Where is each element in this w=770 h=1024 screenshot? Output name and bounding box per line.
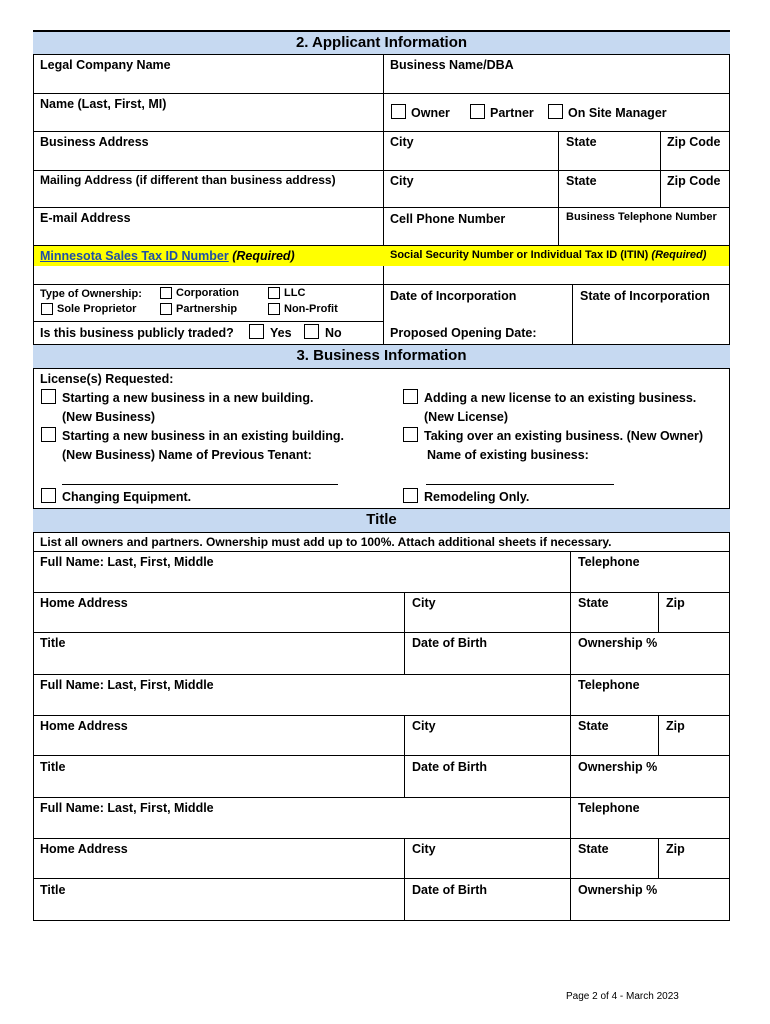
divider xyxy=(33,284,730,285)
divider xyxy=(383,55,384,344)
owner2-dob-label: Date of Birth xyxy=(412,760,487,774)
divider xyxy=(33,131,730,132)
divider xyxy=(33,592,730,593)
business-name-dba-label: Business Name/DBA xyxy=(390,58,514,72)
on-site-manager-checkbox[interactable] xyxy=(548,104,563,119)
required-note: (Required) xyxy=(232,249,295,263)
remodeling-label: Remodeling Only. xyxy=(424,490,530,504)
mailing-city-label: City xyxy=(390,174,414,188)
taking-over-checkbox[interactable] xyxy=(403,427,418,442)
owner2-full-name-label: Full Name: Last, First, Middle xyxy=(40,678,214,692)
new-building-sublabel: (New Business) xyxy=(62,410,156,424)
llc-checkbox[interactable] xyxy=(268,287,280,299)
divider xyxy=(404,838,405,921)
owner3-state-label: State xyxy=(578,842,609,856)
divider xyxy=(33,878,730,879)
section-3-header: 3. Business Information xyxy=(33,344,730,369)
divider xyxy=(572,284,573,344)
required-note: (Required) xyxy=(651,249,707,261)
taking-over-sublabel: Name of existing business: xyxy=(427,448,589,462)
owner2-city-label: City xyxy=(412,719,436,733)
licenses-requested-label: License(s) Requested: xyxy=(40,372,174,386)
section-4-header: Title xyxy=(33,508,730,533)
divider xyxy=(660,131,661,207)
mn-tax-id-row xyxy=(40,249,295,263)
divider xyxy=(404,592,405,674)
adding-license-label: Adding a new license to an existing business. xyxy=(424,391,697,405)
owner3-full-name-label: Full Name: Last, First, Middle xyxy=(40,801,214,815)
owner1-home-address-label: Home Address xyxy=(40,596,128,610)
page-footer: Page 2 of 4 - March 2023 xyxy=(566,991,679,1002)
yes-label: Yes xyxy=(270,326,292,340)
sole-proprietor-checkbox[interactable] xyxy=(41,303,53,315)
non-profit-checkbox[interactable] xyxy=(268,303,280,315)
divider xyxy=(33,838,730,839)
remodeling-checkbox[interactable] xyxy=(403,488,418,503)
mailing-state-label: State xyxy=(566,174,597,188)
non-profit-label: Non-Profit xyxy=(284,303,338,315)
owner1-state-label: State xyxy=(578,596,609,610)
divider xyxy=(33,715,730,716)
publicly-traded-label: Is this business publicly traded? xyxy=(40,326,234,340)
divider xyxy=(33,755,730,756)
type-of-ownership-label: Type of Ownership: xyxy=(40,288,142,300)
owner3-dob-label: Date of Birth xyxy=(412,883,487,897)
business-telephone-label: Business Telephone Number xyxy=(566,211,717,223)
date-of-incorporation-label: Date of Incorporation xyxy=(390,289,517,303)
owner1-ownership-label: Ownership % xyxy=(578,636,658,650)
section-2-header: 2. Applicant Information xyxy=(33,31,730,55)
name-label: Name (Last, First, MI) xyxy=(40,97,167,111)
partner-label: Partner xyxy=(490,106,534,120)
owner3-zip-label: Zip xyxy=(666,842,685,856)
existing-business-line[interactable] xyxy=(426,484,614,485)
divider xyxy=(570,551,571,674)
mailing-address-label: Mailing Address (if different than business address) xyxy=(40,173,336,187)
owner1-dob-label: Date of Birth xyxy=(412,636,487,650)
corporation-checkbox[interactable] xyxy=(160,287,172,299)
state-label: State xyxy=(566,135,597,149)
city-label: City xyxy=(390,135,414,149)
new-building-checkbox[interactable] xyxy=(41,389,56,404)
divider xyxy=(33,93,730,94)
no-label: No xyxy=(325,326,342,340)
owner3-city-label: City xyxy=(412,842,436,856)
existing-building-label: Starting a new business in an existing building. xyxy=(62,429,344,443)
partnership-label: Partnership xyxy=(176,303,238,315)
ssn-itin-label: Social Security Number or Individual Tax ID (ITIN) xyxy=(390,249,649,261)
publicly-traded-yes-checkbox[interactable] xyxy=(249,324,264,339)
divider xyxy=(570,674,571,797)
owner2-zip-label: Zip xyxy=(666,719,685,733)
adding-license-sublabel: (New License) xyxy=(424,410,509,424)
changing-equipment-checkbox[interactable] xyxy=(41,488,56,503)
owners-instructions: List all owners and partners. Ownership must add up to 100%. Attach additional sheets if necessary. xyxy=(40,535,612,549)
new-building-label: Starting a new business in a new building. xyxy=(62,391,314,405)
owner2-telephone-label: Telephone xyxy=(578,678,640,692)
divider xyxy=(570,797,571,921)
divider xyxy=(33,170,730,171)
owner2-state-label: State xyxy=(578,719,609,733)
owner3-title-label: Title xyxy=(40,883,66,897)
adding-license-checkbox[interactable] xyxy=(403,389,418,404)
business-address-label: Business Address xyxy=(40,135,149,149)
owner3-home-address-label: Home Address xyxy=(40,842,128,856)
divider xyxy=(658,838,659,878)
divider xyxy=(33,674,730,675)
owner1-title-label: Title xyxy=(40,636,66,650)
proposed-opening-date-label: Proposed Opening Date: xyxy=(390,326,537,340)
changing-equipment-label: Changing Equipment. xyxy=(62,490,192,504)
email-address-label: E-mail Address xyxy=(40,211,131,225)
owner3-telephone-label: Telephone xyxy=(578,801,640,815)
existing-building-checkbox[interactable] xyxy=(41,427,56,442)
divider xyxy=(33,551,730,552)
mn-tax-id-link[interactable]: Minnesota Sales Tax ID Number xyxy=(40,249,229,263)
legal-company-name-label: Legal Company Name xyxy=(40,58,171,72)
partnership-checkbox[interactable] xyxy=(160,303,172,315)
owner1-city-label: City xyxy=(412,596,436,610)
divider xyxy=(658,715,659,755)
owner1-telephone-label: Telephone xyxy=(578,555,640,569)
owner1-full-name-label: Full Name: Last, First, Middle xyxy=(40,555,214,569)
zip-code-label: Zip Code xyxy=(667,135,721,149)
on-site-manager-label: On Site Manager xyxy=(568,106,667,120)
owner2-ownership-label: Ownership % xyxy=(578,760,658,774)
ssn-itin-row xyxy=(390,249,706,261)
llc-label: LLC xyxy=(284,287,306,299)
cell-phone-label: Cell Phone Number xyxy=(390,212,506,226)
taking-over-label: Taking over an existing business. (New Owner) xyxy=(424,429,704,443)
corporation-label: Corporation xyxy=(176,287,239,299)
owner1-zip-label: Zip xyxy=(666,596,685,610)
divider xyxy=(658,592,659,632)
divider xyxy=(33,321,383,322)
divider xyxy=(33,207,730,208)
divider xyxy=(33,797,730,798)
sole-proprietor-label: Sole Proprietor xyxy=(57,303,137,315)
owner-label: Owner xyxy=(411,106,450,120)
existing-building-sublabel: (New Business) Name of Previous Tenant: xyxy=(62,448,312,462)
publicly-traded-no-checkbox[interactable] xyxy=(304,324,319,339)
form-frame xyxy=(33,30,730,921)
owner3-ownership-label: Ownership % xyxy=(578,883,658,897)
divider xyxy=(33,632,730,633)
state-of-incorporation-label: State of Incorporation xyxy=(580,289,710,303)
owner-checkbox[interactable] xyxy=(391,104,406,119)
owner2-title-label: Title xyxy=(40,760,66,774)
partner-checkbox[interactable] xyxy=(470,104,485,119)
divider xyxy=(558,131,559,245)
owner2-home-address-label: Home Address xyxy=(40,719,128,733)
previous-tenant-line[interactable] xyxy=(62,484,338,485)
mailing-zip-code-label: Zip Code xyxy=(667,174,721,188)
divider xyxy=(404,715,405,797)
